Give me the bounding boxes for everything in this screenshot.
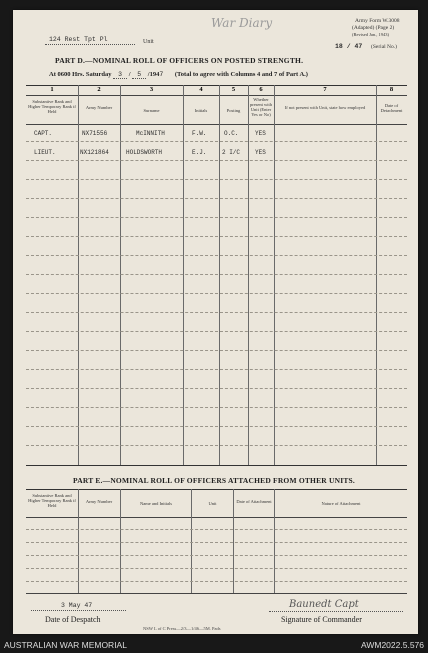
serial-value: 18 / 47 — [335, 43, 363, 50]
col-label-rank: Substantive Rank and Higher Temporary Rank if Held — [28, 99, 76, 114]
col-num: 5 — [231, 86, 236, 93]
cell-initials: E.J. — [192, 149, 207, 156]
unit-underline — [45, 44, 135, 45]
e-col-label-rank: Substantive Rank and Higher Temporary Rank if Held — [28, 493, 76, 508]
cell-posting: O.C. — [224, 130, 239, 137]
col-num: 3 — [149, 86, 154, 93]
e-col-label-unit: Unit — [208, 501, 217, 506]
part-e-title: PART E.—NOMINAL ROLL OF OFFICERS ATTACHED FROM OTHER UNITS. — [73, 476, 355, 485]
cell-present: YES — [255, 130, 266, 137]
cell-rank: LIEUT. — [34, 149, 56, 156]
date-prefix: At 0600 Hrs. Saturday — [49, 71, 112, 78]
e-col-label-army-number: Army Number — [85, 499, 113, 504]
part-e-table — [26, 489, 407, 595]
table-row — [26, 149, 407, 159]
cell-posting: 2 I/C — [222, 149, 241, 156]
cell-surname: HOLDSWORTH — [126, 149, 163, 156]
form-id-line3: (Revised Jan., 1943) — [352, 32, 389, 37]
cell-initials: F.W. — [192, 130, 207, 137]
cell-surname: McINNITH — [136, 130, 165, 137]
col-num: 6 — [259, 86, 263, 93]
commander-signature: Baunedt Capt — [289, 599, 359, 610]
part-d-date-line: At 0600 Hrs. Saturday 3 / 5 /1947 (Total to agree with Columns 4 and 7 of Part A.) — [49, 71, 308, 78]
date-year-prefix: 194 — [149, 71, 160, 78]
despatch-label: Date of Despatch — [45, 615, 101, 624]
caption-left: AUSTRALIAN WAR MEMORIAL — [4, 640, 127, 650]
col-label-employment: If not present with Unit, state how employed — [284, 105, 366, 110]
unit-value: 124 Rest Tpt Pl — [49, 36, 108, 43]
date-year-suffix: 7 — [159, 71, 164, 78]
caption-right: AWM2022.5.576 — [361, 640, 424, 650]
col-label-present: Whether present with Unit (Enter Yes or No) — [249, 97, 273, 117]
e-col-label-date: Date of Attachment — [236, 499, 272, 504]
part-d-title: PART D.—NOMINAL ROLL OF OFFICERS ON POSTED STRENGTH. — [55, 56, 304, 65]
cell-present: YES — [255, 149, 266, 156]
col-label-detachment: Date of Detachment — [380, 103, 403, 113]
cell-number: NX71556 — [82, 130, 108, 137]
col-label-army-number: Army Number — [85, 105, 113, 110]
col-num: 4 — [199, 86, 203, 93]
col-num: 1 — [50, 86, 54, 93]
serial-label: (Serial No.) — [371, 44, 397, 50]
col-num: 7 — [323, 86, 327, 93]
date-note: (Total to agree with Columns 4 and 7 of Part A.) — [174, 71, 308, 78]
cell-rank: CAPT. — [34, 130, 53, 137]
unit-label: Unit — [143, 39, 154, 45]
date-day: 3 — [113, 71, 127, 79]
cell-number: NX121864 — [80, 149, 109, 156]
handwritten-stamp: War Diary — [211, 16, 273, 30]
col-label-surname: Surname — [143, 108, 160, 113]
date-month: 5 — [132, 71, 146, 79]
printer-line: NSW L of C Press—2/3—1/46—5M. Pads — [143, 626, 221, 631]
despatch-value: 3 May 47 — [61, 602, 93, 609]
col-num: 8 — [389, 86, 394, 93]
e-col-label-nature: Nature of Attachment — [321, 501, 361, 506]
caption-bar — [0, 640, 428, 653]
part-d-table — [26, 85, 407, 470]
col-label-initials: Initials — [194, 108, 208, 113]
e-col-label-name: Name and Initials — [140, 501, 172, 506]
col-label-posting: Posting — [226, 108, 241, 113]
signature-label: Signature of Commander — [281, 615, 362, 624]
form-id-line2: (Adapted) (Page 2) — [352, 25, 395, 31]
col-num: 2 — [97, 86, 101, 93]
table-row — [26, 130, 407, 140]
form-page — [13, 10, 418, 634]
form-id-line1: Army Form W.3008 — [355, 18, 400, 24]
